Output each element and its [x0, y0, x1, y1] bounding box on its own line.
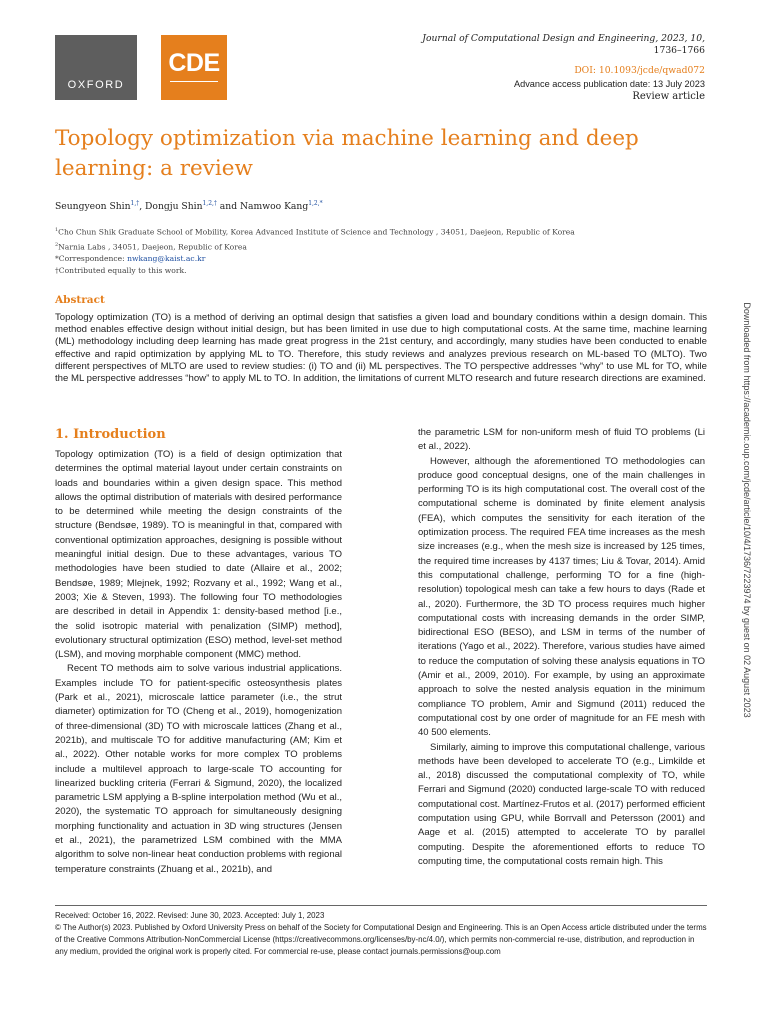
affiliations — [55, 224, 715, 277]
footer-divider — [55, 905, 707, 906]
affiliation-1: $^1$Cho Chun Shik Graduate School of Mobility, Korea Advanced Institute of Science and Technology , 34051, Daejeon, Republic of Korea — [55, 227, 575, 237]
journal-citation: Journal of Computational Design and Engineering, 2023, 10, — [422, 33, 705, 44]
abstract-heading: Abstract — [55, 294, 105, 306]
advance-access-date: Advance access publication date: 13 July 2023 — [513, 79, 705, 89]
article-footer — [55, 910, 707, 958]
abstract-text: Topology optimization (TO) is a method of deriving an optimal design that satisfies a given load and boundary conditions within a design domain. This method enables effective design without initial design, but has been limited in use due to high computational costs. At the same time, machine learning (ML) methodology including deep learning has made great progress in the 21st century, and accordingly, many studies have been conducted to enable effective and rapid optimization by applying ML to TO. Therefore, this study reviews and analyzes previous research on ML-based TO (MLTO). Two different perspectives of MLTO are used to review studies: (i) TO and (ii) ML perspectives. The TO perspective addresses “why” to use ML for TO, while the ML perspective addresses “how” to apply ML to TO. In addition, the limitations of current MLTO research and future research directions are examined. — [55, 312, 707, 385]
equal-contribution-note: †Contributed equally to this work. — [55, 266, 187, 276]
license-text: © The Author(s) 2023. Published by Oxford University Press on behalf of the Society for Computational Design and Engineering. This is an Open Access article distributed under the terms of the Creative Commons Attribution-NonCommercial License (https://creativecommons.org/licenses/by-nc/4.0/), which permits non-commercial re-use, distribution, and reproduction in any medium, provided the original work is properly cited. For commercial re-use, please contact journals.permissions@oup.com — [55, 923, 707, 956]
section-heading-introduction: 1. Introduction — [55, 427, 166, 442]
intro-right-column — [418, 426, 705, 869]
correspondence: *Correspondence: nwkang@kaist.ac.kr — [55, 254, 206, 264]
paragraph: Similarly, aiming to improve this computational challenge, various methods have been developed to accelerate TO (e.g., Limkilde et al., 2018) discussed the computational complexity of TO, while Ferrari and Sigmund (2020) conducted large-scale TO with reduced computational cost. Martínez-Frutos et al. (2017) performed efficient computation using GPU, while Borrvall and Petersson (2001) and Aage et al. (2015) attempted to accelerate TO by parallel computing. Despite the aforementioned efforts to reduce TO computing time, the computational costs remain high. This — [418, 741, 705, 867]
intro-left-column — [55, 448, 342, 877]
article-type: Review article — [632, 91, 705, 102]
doi-link[interactable]: DOI: 10.1093/jcde/qwad072 — [574, 65, 705, 76]
journal-pages: 1736–1766 — [653, 45, 705, 56]
cde-logo-text: CDE — [168, 49, 220, 77]
cde-logo — [161, 35, 227, 100]
paragraph: the parametric LSM for non-uniform mesh of fluid TO problems (Li et al., 2022). — [418, 427, 705, 453]
paragraph: However, although the aforementioned TO methodologies can produce good conceptual designs, one of the main challenges in performing TO is its high computational cost. The overall cost of the computational scheme is dominated by finite element analysis (FEA), which computes the sensitivity for each iteration of the optimization process. The required FEA time increases as the mesh size increases (e.g., when the mesh size is increased by 125 times, the required time increases by 4137 times; Liu & Tovar, 2014). Amid this computational challenge, performing TO for a fine (high-resolution) topological mesh can take a few hours to days (Rade et al., 2020). Furthermore, the 3D TO process requires much higher computational costs with increasing demands in the order SIMP, bidirectional ESO (BESO), and LSM in terms of the number of iterations (Yago et al., 2022). Therefore, various studies have aimed to reduce the computation of solving these analysis equations in TO (Amir et al., 2009, 2010). For example, by using an approximate approach to solve the nested analysis equation in the minimum compliance TO problem, Amir and Sigmund (2011) reduced the computational cost by one order of magnitude for an FE mesh with 40 500 elements. — [418, 455, 705, 739]
affiliation-2: $^2$Narnia Labs , 34051, Daejeon, Republic of Korea — [55, 241, 247, 252]
download-watermark: Downloaded from https://academic.oup.com/jcde/article/10/4/1736/7223974 by guest on 02 August 2023 — [742, 302, 752, 718]
email-link[interactable]: nwkang@kaist.ac.kr — [127, 254, 206, 264]
author-list: Seungyeon Shin$^{1,\dagger}$, Dongju Shin$^{1,2,\dagger}$ and Namwoo Kang$^{1,2,*}$ — [55, 200, 323, 213]
paragraph: Recent TO methods aim to solve various industrial applications. Examples include TO for patient-specific osteosynthesis plates (Park et al., 2021), microscale lattice parameter (i.e., the strut diameter) optimization for TO (Cheng et al., 2019), homogenization of three-dimensional (3D) TO with microscale lattices (Zhang et al., 2021b), and multiscale TO for additive manufacturing (AM; Kim et al., 2022). Other notable works for more complex TO problems include a multilevel approach to large-scale TO accounting for linearized buckling criteria (Ferrari & Sigmund, 2020), the localized parametric LSM applying a B-spline interpolation method (Wu et al., 2020), the systematic TO approach for simultaneously designing morphing functionality and actuation in 3D wing structures (Jensen et al., 2021), the parametrized LSM combined with the MMA algorithm to solve non-linear heat conduction problems with regional temperature constraints (Zhuang et al., 2021b), and — [55, 663, 342, 875]
oxford-logo — [55, 35, 137, 100]
article-title: Topology optimization via machine learning and deep learning: a review — [55, 126, 639, 181]
oxford-logo-text: OXFORD — [67, 79, 125, 91]
article-dates: Received: October 16, 2022. Revised: June 30, 2023. Accepted: July 1, 2023 — [55, 911, 325, 920]
paragraph: Topology optimization (TO) is a field of design optimization that determines the optimal material layout under certain constraints on loads and boundaries within a given design space. This method allows the optimal distribution of materials with desired performance to be determined while meeting the design constraints of the structure (Bendsøe, 1989). TO is meaningful in that, compared with conventional optimization approaches, designing is possible without meaningful initial design. Due to these advantages, various TO methodologies have been studied to date (Allaire et al., 2002; Bendsøe, 1989; Mlejnek, 1992; Rozvany et al., 1992; Wang et al., 2003; Xie & Steven, 1993). The following four TO methodologies are described in detail in Appendix 1: density-based method [i.e., the solid isotropic material with penalization (SIMP) method], evolutionary structural optimization (ESO) method, level-set method (LSM), and moving morphable component (MMC) method. — [55, 449, 342, 661]
